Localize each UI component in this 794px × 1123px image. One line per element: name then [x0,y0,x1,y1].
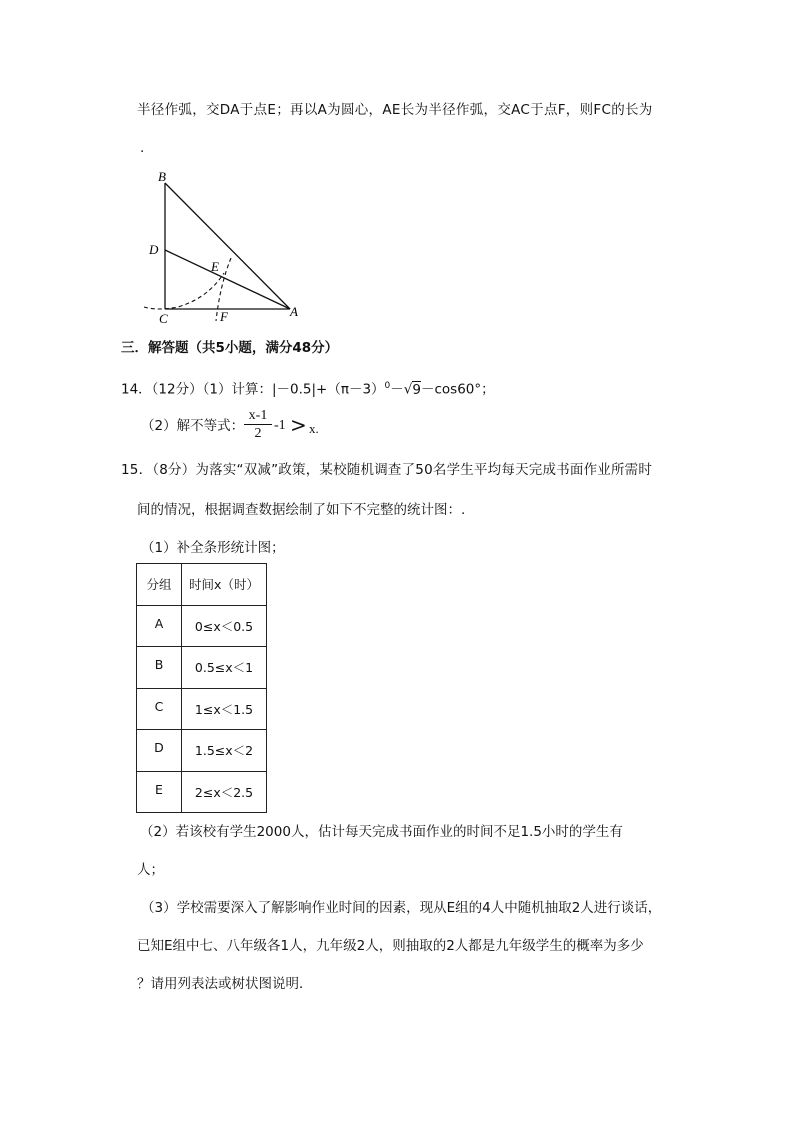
table-row [137,730,267,772]
row-group: A [137,605,182,647]
row-range: 0.5≤x＜1 [182,647,267,689]
q14-stem-mid: － [390,381,404,398]
section3-title: 三．解答题（共5小题，满分48分） [121,340,339,356]
q15-group-table [136,563,267,813]
row-range: 1≤x＜1.5 [182,688,267,730]
label-b: B [158,170,166,184]
q14-frac-denominator: 2 [254,426,262,441]
q15-line2: 间的情况，根据调查数据绘制了如下不完整的统计图：. [137,502,466,518]
q14-part2-prefix: （2）解不等式： [141,418,245,434]
table-row [137,647,267,689]
q15-part3-line2: 已知E组中七、八年级各1人，九年级2人，则抽取的2人都是九年级学生的概率为多少 [137,938,644,954]
q14-exponent: 0 [384,381,391,391]
q14-fraction [244,408,272,443]
q13-text-line2: . [140,140,145,156]
q15-part3-line1: （3）学校需要深入了解影响作业时间的因素，现从E组的4人中随机抽取2人进行谈话， [141,900,662,916]
label-a: A [290,304,298,319]
q13-text-line1: 半径作弧，交DA于点E；再以A为圆心，AE长为半径作弧，交AC于点F，则FC的长为 [137,102,653,118]
row-range: 0≤x＜0.5 [182,605,267,647]
q15-line1: 15．（8分）为落实“双减”政策，某校随机调查了50名学生平均每天完成书面作业所需时 [121,462,653,478]
q14-part1 [121,377,495,399]
table-row [137,688,267,730]
arc-from-d [144,273,224,309]
sqrt-symbol: √ [403,381,413,398]
header-time: 时间x（时） [182,564,267,606]
row-group: D [137,730,182,772]
table-row [137,605,267,647]
q14-frac-numerator: x-1 [244,408,272,425]
header-group: 分组 [137,564,182,606]
label-f: F [220,309,228,324]
label-d: D [149,242,159,257]
q15-part1: （1）补全条形统计图； [141,540,285,556]
table-row [137,771,267,813]
row-group: C [137,688,182,730]
q14-gt: > [290,413,307,437]
label-c: C [159,311,168,326]
segment-ba [165,183,290,309]
q15-part2-line2: 人； [137,862,164,878]
q15-part2-line1: （2）若该校有学生2000人，估计每天完成书面作业的时间不足1.5小时的学生有 [140,824,623,840]
q14-stem-suffix: －cos60°； [420,381,495,398]
q14-sqrt-radicand: 9 [412,381,421,398]
table-header-row [137,564,267,606]
row-range: 1.5≤x＜2 [182,730,267,772]
q14-stem-prefix: 14．（12分）（1）计算：|－0.5|+（π－3） [121,381,385,398]
row-range: 2≤x＜2.5 [182,771,267,813]
q13-triangle-figure [138,170,308,328]
q14-part2-suffix: x. [309,421,319,436]
q14-part2-mid: -1 [274,418,286,433]
q15-part3-line3: ？请用列表法或树状图说明． [137,976,313,992]
row-group: B [137,647,182,689]
row-group: E [137,771,182,813]
segment-da [165,250,290,309]
label-e: E [211,259,219,274]
